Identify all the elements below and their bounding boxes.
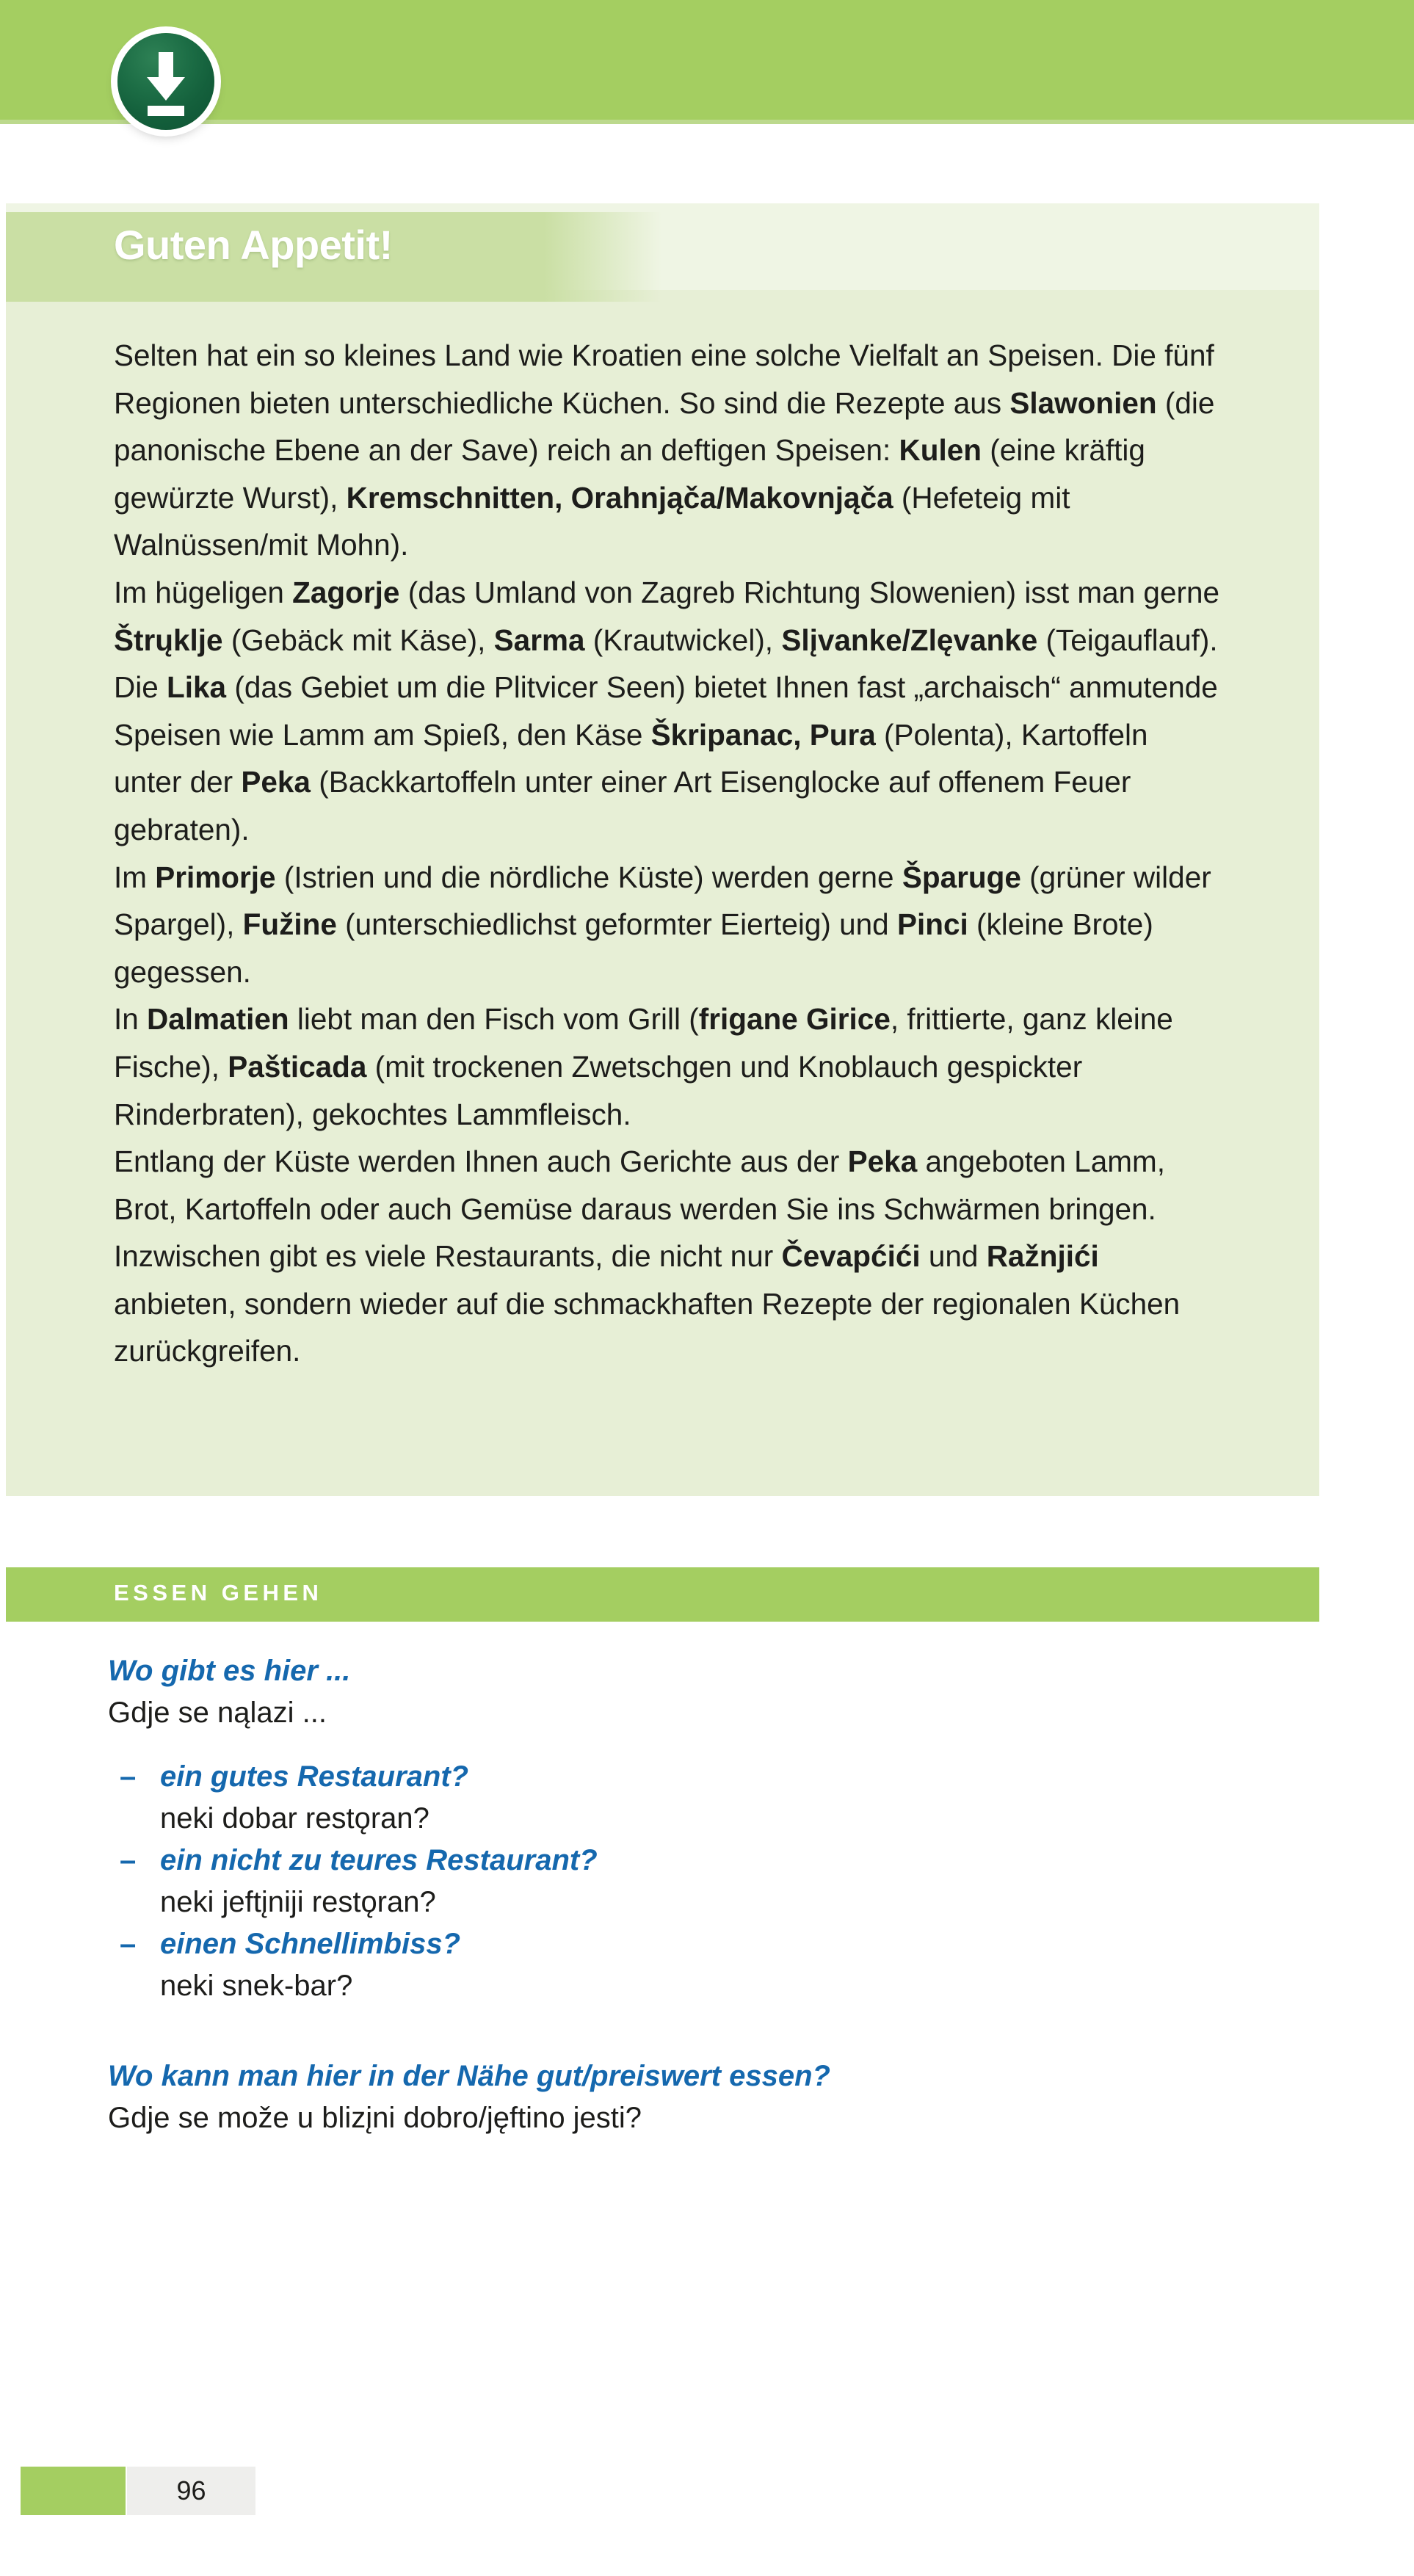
phrase-tail — [6, 2056, 1319, 2139]
bullet-dash-icon: – — [120, 1928, 137, 1960]
bullet-dash-icon: – — [120, 1760, 137, 1793]
phrase-lead-croatian: Gdje se nąlazi ... — [108, 1697, 327, 1729]
phrase-item-1-croatian: neki dobar restǫran? — [160, 1802, 429, 1835]
phrase-item-3-german: einen Schnellimbiss? — [160, 1928, 461, 1960]
phrase-item-1-german: ein gutes Restaurant? — [160, 1760, 469, 1793]
section-bar-label: ESSEN GEHEN — [114, 1580, 323, 1606]
footer-accent-block — [21, 2467, 126, 2515]
phrase-item-3-croatian: neki snek-bar? — [160, 1970, 353, 2002]
phrase-item-1 — [6, 1756, 1319, 1840]
spacer — [6, 2007, 1319, 2056]
bullet-dash-icon: – — [120, 1844, 137, 1876]
download-icon[interactable] — [117, 33, 214, 130]
phrase-item-2-croatian: neki jeftįniji restǫran? — [160, 1886, 436, 1918]
phrase-tail-croatian: Gdje se može u blizįni dobro/jęftino jesti? — [108, 2102, 642, 2134]
phrase-tail-german: Wo kann man hier in der Nähe gut/preiswert essen? — [108, 2060, 830, 2092]
article-panel — [6, 203, 1319, 1496]
phrase-item-2-german: ein nicht zu teures Restaurant? — [160, 1844, 598, 1876]
phrase-lead-german: Wo gibt es hier ... — [108, 1655, 351, 1687]
phrase-item-2 — [6, 1840, 1319, 1923]
page-number: 96 — [176, 2475, 206, 2506]
footer-page-box — [127, 2467, 255, 2515]
title-banner-fade — [544, 212, 661, 302]
section-bar-essen-gehen — [6, 1567, 1319, 1622]
article-paragraph: Selten hat ein so kleines Land wie Kroatien eine solche Vielfalt an Speisen. Die fünf Regionen bieten unterschiedliche Küchen. So sind die Rezepte aus Slawonien (die panonische Ebene an der Save) reich an deftigen Speisen: Kulen (eine kräftig gewürzte Wurst), Kremschnitten, Orahnjąča/Makovnjąča (Hefeteig mit Walnüssen/mit Mohn). Im hügeligen Zagorje (das Umland von Zagreb Richtung Slowenien) isst man gerne Štrųklje (Gebäck mit Käse), Sarma (Krautwickel), Slįvanke/Zlęvanke (Teigauflauf). Die Lika (das Gebiet um die Plitvicer Seen) bietet Ihnen fast „archaisch“ anmutende Speisen wie Lamm am Spieß, den Käse Škripanac, Pura (Polenta), Kartoffeln unter der Peka (Backkartoffeln unter einer Art Eisenglocke auf offenem Feuer gebraten). Im Primorje (Istrien und die nördliche Küste) werden gerne Šparuge (grüner wilder Spargel), Fužine (unterschiedlichst geformter Eierteig) und Pinci (kleine Brote) gegessen. In Dalmatien liebt man den Fisch vom Grill (frigane Girice, frittierte, ganz kleine Fische), Pašticada (mit trockenen Zwetschgen und Knoblauch gespickter Rinderbraten), gekochtes Lammfleisch. Entlang der Küste werden Ihnen auch Gerichte aus der Peka angeboten Lamm, Brot, Kartoffeln oder auch Gemüse daraus werden Sie ins Schwärmen bringen. Inzwischen gibt es viele Restaurants, die nicht nur Čevapćići und Ražnjići anbieten, sondern wieder auf die schmackhaften Rezepte der regionalen Küchen zurückgreifen. — [114, 338, 1220, 1368]
spacer — [6, 1734, 1319, 1756]
phrase-list — [6, 1650, 1319, 2139]
phrase-item-3 — [6, 1923, 1319, 2007]
phrase-lead — [6, 1650, 1319, 1734]
page-title: Guten Appetit! — [114, 222, 393, 268]
